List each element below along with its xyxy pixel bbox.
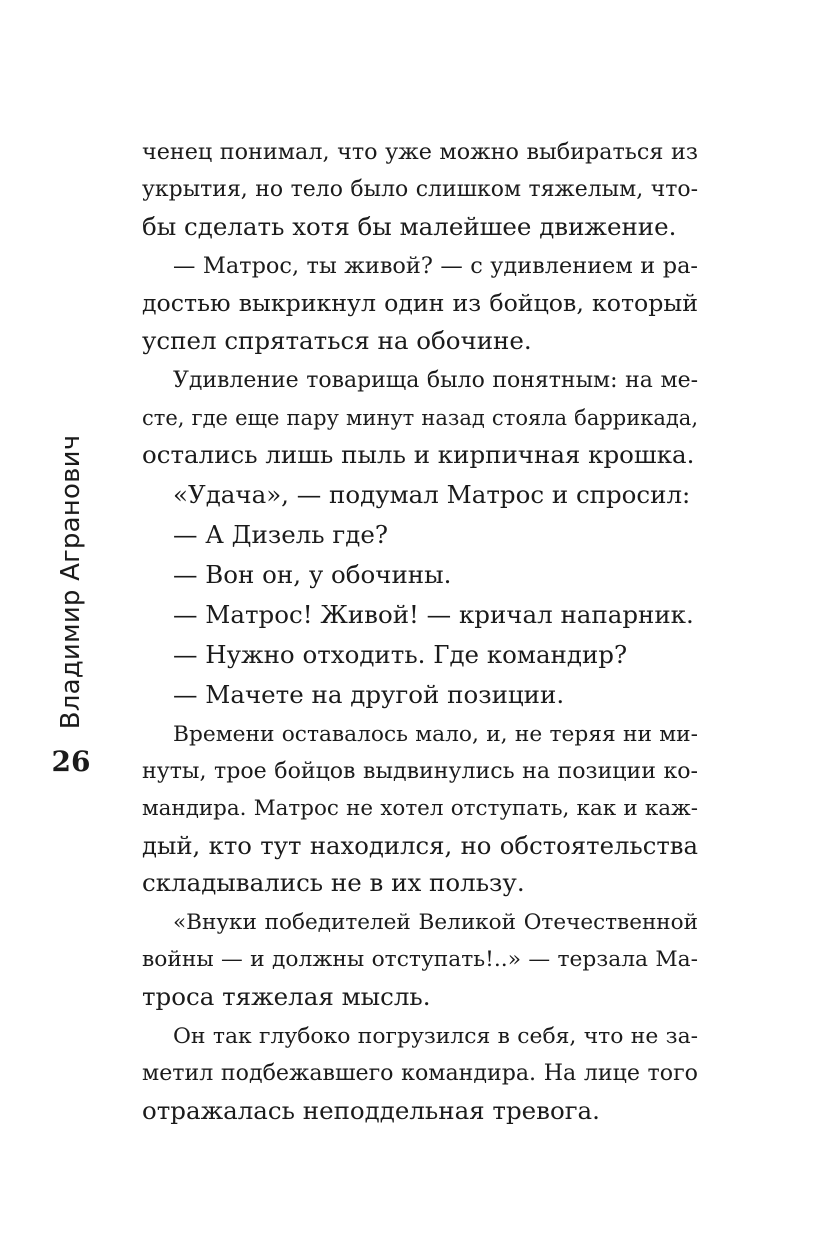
text-line: — Матрос! Живой! — кричал напарник. [173,600,694,629]
text-line: Он так глубоко погрузился в себя, что не за- [173,1024,698,1049]
paragraph [142,476,698,513]
text-line: — А Дизель где? [173,520,388,549]
paragraph [142,556,698,593]
text-line: достью выкрикнул один из бойцов, который [142,289,698,317]
paragraph [142,134,698,245]
text-line: складывались не в их пользу. [142,868,525,897]
paragraph [142,1018,698,1129]
text-line: — Матрос, ты живой? — с удивлением и ра- [173,253,698,279]
text-line: — Мачете на другой позиции. [173,680,565,709]
text-line: остались лишь пыль и кирпичная крошка. [142,440,695,469]
text-line: укрытия, но тело было слишком тяжелым, что- [142,177,698,202]
text-line: метил подбежавшего командира. На лице того [142,1060,698,1086]
paragraph [142,636,698,673]
paragraph [142,516,698,553]
text-line: «Внуки победителей Великой Отечественной [173,910,698,935]
text-line: ченец понимал, что уже можно выбираться из [142,139,698,165]
text-line: — Вон он, у обочины. [173,560,452,589]
paragraph [142,248,698,359]
text-line: войны — и должны отступать!..» — терзала Ма- [142,947,698,972]
paragraph [142,676,698,713]
text-line: троса тяжелая мысль. [142,982,431,1011]
text-line: отражалась неподдельная тревога. [142,1096,600,1125]
text-line: мандира. Матрос не хотел отступать, как и каж- [142,796,698,821]
text-line: дый, кто тут находился, но обстоятельства [142,831,698,860]
paragraph [142,904,698,1015]
text-line: — Нужно отходить. Где командир? [173,640,628,669]
text-line: Времени оставалось мало, и, не теряя ни ми- [173,722,698,747]
text-line: «Удача», — подумал Матрос и спросил: [173,480,691,509]
paragraph [142,716,698,901]
text-line: бы сделать хотя бы малейшее движение. [142,212,677,241]
page-number: 26 [51,745,91,778]
paragraph [142,596,698,633]
text-line: нуты, трое бойцов выдвинулись на позиции ко- [142,759,698,784]
text-line: успел спрятаться на обочине. [142,326,532,355]
running-head-author: Владимир Агранович [56,434,86,730]
text-line: Удивление товарища было понятным: на ме- [173,368,698,393]
paragraph [142,362,698,473]
text-line: сте, где еще пару минут назад стояла баррикада, [142,405,698,430]
page-text [142,134,698,1132]
